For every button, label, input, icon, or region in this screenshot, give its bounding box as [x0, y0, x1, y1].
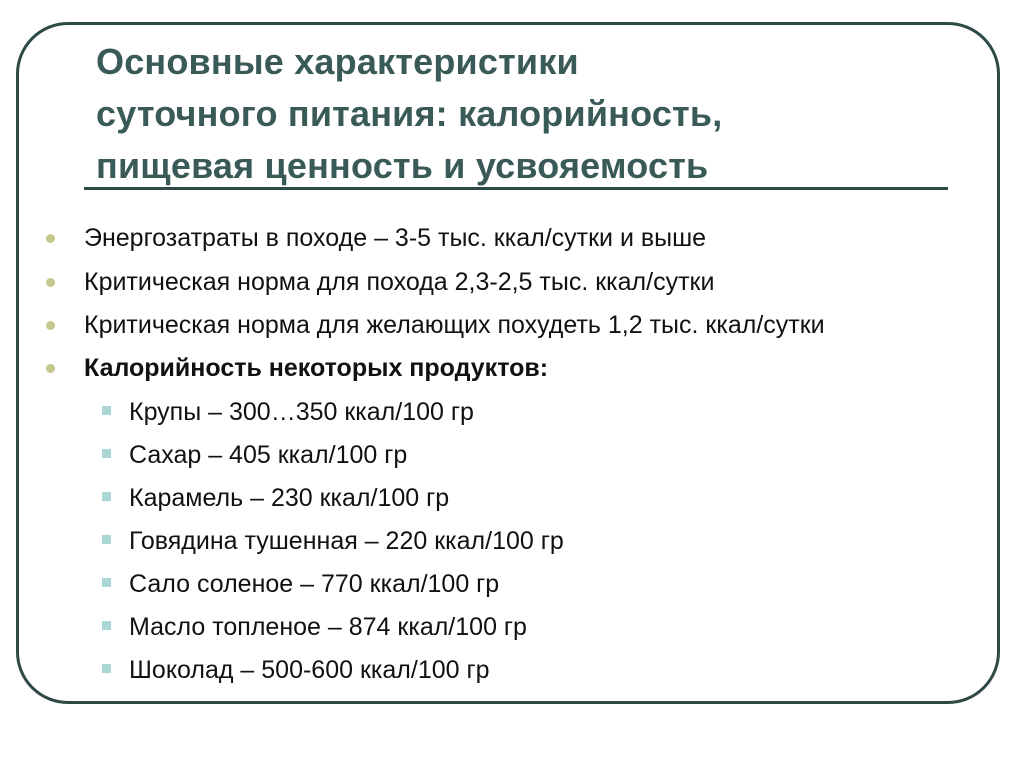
product-item: [129, 440, 407, 470]
product-text: Шоколад – 500-600 ккал/100 гр: [129, 656, 490, 684]
bullet-text: Энергозатраты в походе – 3-5 тыс. ккал/сутки и выше: [84, 224, 707, 252]
product-item: [129, 483, 449, 513]
bullet-dot-icon: [46, 278, 55, 287]
product-text: Сахар – 405 ккал/100 гр: [129, 441, 408, 469]
bullet-text: Критическая норма для похода 2,3-2,5 тыс. ккал/сутки: [84, 268, 715, 296]
slide-title: [96, 36, 956, 192]
bullet-dot-icon: [46, 364, 55, 373]
bullet-text: Критическая норма для желающих похудеть 1,2 тыс. ккал/сутки: [84, 311, 825, 339]
bullet-text: Калорийность некоторых продуктов:: [84, 354, 549, 382]
product-item: [129, 526, 564, 556]
title-line-1: Основные характеристики: [96, 41, 579, 82]
bullet-products-heading: [84, 353, 548, 383]
sub-bullet-square-icon: [102, 492, 111, 501]
product-item: [129, 655, 490, 685]
bullet-dot-icon: [46, 234, 55, 243]
sub-bullet-square-icon: [102, 406, 111, 415]
product-item: [129, 612, 527, 642]
sub-bullet-square-icon: [102, 621, 111, 630]
product-item: [129, 569, 499, 599]
title-line-2: суточного питания: калорийность,: [96, 93, 723, 134]
product-text: Карамель – 230 ккал/100 гр: [129, 484, 450, 512]
title-divider: [84, 187, 948, 190]
bullet-dot-icon: [46, 321, 55, 330]
title-line-3: пищевая ценность и усвояемость: [96, 145, 709, 186]
bullet-hiking-norm: [84, 267, 714, 297]
sub-bullet-square-icon: [102, 578, 111, 587]
product-text: Масло топленое – 874 ккал/100 гр: [129, 613, 527, 641]
bullet-weight-loss-norm: [84, 310, 825, 340]
product-text: Крупы – 300…350 ккал/100 гр: [129, 398, 474, 426]
product-text: Сало соленое – 770 ккал/100 гр: [129, 570, 500, 598]
bullet-energy-expenditure: [84, 223, 706, 253]
sub-bullet-square-icon: [102, 449, 111, 458]
product-text: Говядина тушенная – 220 ккал/100 гр: [129, 527, 564, 555]
sub-bullet-square-icon: [102, 664, 111, 673]
sub-bullet-square-icon: [102, 535, 111, 544]
product-item: [129, 397, 474, 427]
